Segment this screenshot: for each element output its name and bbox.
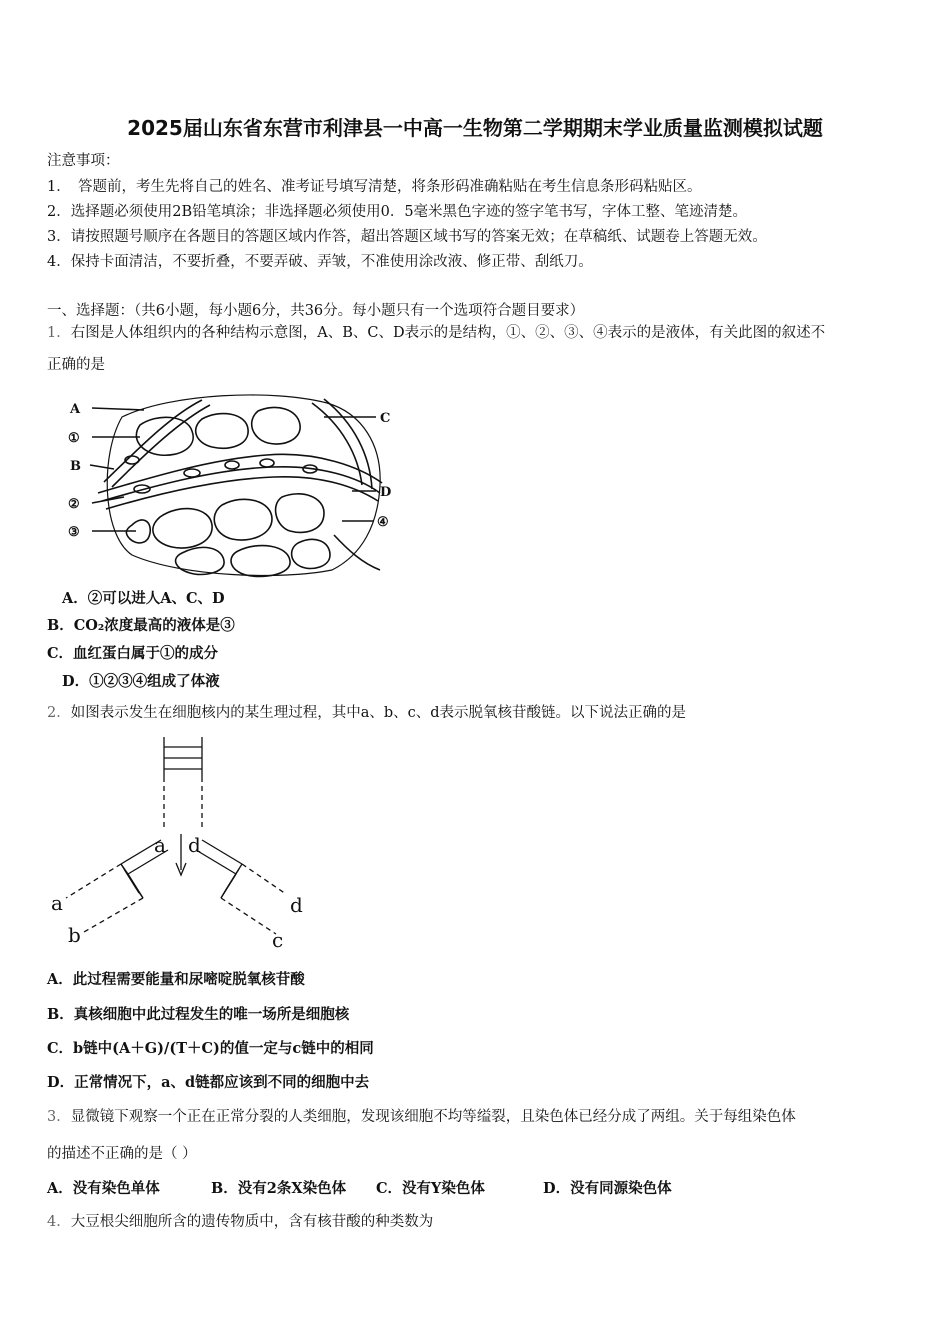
q2-text (47, 703, 686, 723)
fig-label: C (380, 411, 391, 426)
q4-number: 4． (47, 1214, 71, 1230)
q1-stem: 右图是人体组织内的各种结构示意图，A、B、C、D表示的是结构，①、②、③、④表示的是液体，有关此图的叙述不 (70, 325, 826, 341)
q3-text-line2: 的描述不正确的是（ ） (47, 1146, 197, 1162)
q1-option-a[interactable]: A．②可以进人A、C、D (62, 590, 225, 607)
fig-label: D (380, 485, 392, 500)
q2-option-c[interactable]: C．b链中(A＋G)/(T＋C)的值一定与c链中的相同 (47, 1040, 374, 1057)
q3-stem: 显微镜下观察一个正在正常分裂的人类细胞，发现该细胞不均等缢裂，且染色体已经分成了两组。关于每组染色体 (70, 1109, 796, 1125)
q3-option-d[interactable]: D．没有同源染色体 (543, 1180, 672, 1197)
strand-label: d (188, 833, 201, 857)
fig-label: ① (68, 431, 80, 446)
fig-label: ② (68, 497, 80, 512)
q4-text (47, 1212, 433, 1232)
q3-option-b[interactable]: B．没有2条X染色体 (211, 1180, 347, 1197)
fig-label: B (70, 459, 81, 474)
notice-heading: 注意事项： (47, 153, 120, 169)
section-heading: 一、选择题：（共6小题，每小题6分，共36分。每小题只有一个选项符合题目要求） (47, 303, 585, 319)
q1-number: 1． (47, 325, 71, 341)
q3-option-a[interactable]: A．没有染色单体 (47, 1180, 160, 1197)
q1-option-d[interactable]: D．①②③④组成了体液 (62, 673, 220, 690)
strand-label: b (68, 923, 81, 947)
q2-dna-replication-figure (44, 732, 314, 957)
notice-item: 3．请按照题号顺序在各题目的答题区域内作答，超出答题区域书写的答案无效；在草稿纸、试题卷上答题无效。 (47, 229, 767, 245)
q2-option-d[interactable]: D．正常情况下，a、d链都应该到不同的细胞中去 (47, 1074, 370, 1091)
q1-option-b[interactable]: B．CO₂浓度最高的液体是③ (47, 617, 235, 634)
notice-item: 2．选择题必须使用2B铅笔填涂；非选择题必须使用0．5毫米黑色字迹的签字笔书写，字体工整、笔迹清楚。 (47, 204, 748, 220)
q1-tissue-figure (62, 385, 398, 580)
q1-text-line2: 正确的是 (47, 357, 105, 373)
fig-label: ④ (377, 515, 389, 530)
q2-number: 2． (47, 705, 71, 721)
q2-stem: 如图表示发生在细胞核内的某生理过程，其中a、b、c、d表示脱氧核苷酸链。以下说法正确的是 (70, 705, 687, 721)
fig-label: ③ (68, 525, 80, 540)
notice-item: 1． 答题前，考生先将自己的姓名、准考证号填写清楚，将条形码准确粘贴在考生信息条形码粘贴区。 (47, 179, 702, 195)
q4-stem: 大豆根尖细胞所含的遗传物质中，含有核苷酸的种类数为 (70, 1214, 434, 1230)
q1-text-line1 (47, 323, 825, 343)
strand-label: c (272, 928, 284, 952)
strand-label: d (290, 893, 303, 917)
q3-option-c[interactable]: C．没有Y染色体 (376, 1180, 485, 1197)
q1-option-c[interactable]: C．血红蛋白属于①的成分 (47, 645, 219, 662)
notice-item: 4．保持卡面清洁，不要折叠，不要弄破、弄皱，不准使用涂改液、修正带、刮纸刀。 (47, 254, 593, 270)
q2-option-b[interactable]: B．真核细胞中此过程发生的唯一场所是细胞核 (47, 1006, 350, 1023)
q3-number: 3． (47, 1109, 71, 1125)
strand-label: a (51, 891, 63, 915)
page-title: 2025届山东省东营市利津县一中高一生物第二学期期末学业质量监测模拟试题 (127, 116, 823, 140)
strand-label: a (154, 833, 166, 857)
fig-label: A (70, 402, 81, 417)
q2-option-a[interactable]: A．此过程需要能量和尿嘧啶脱氧核苷酸 (47, 971, 305, 988)
q3-text-line1 (47, 1107, 796, 1127)
